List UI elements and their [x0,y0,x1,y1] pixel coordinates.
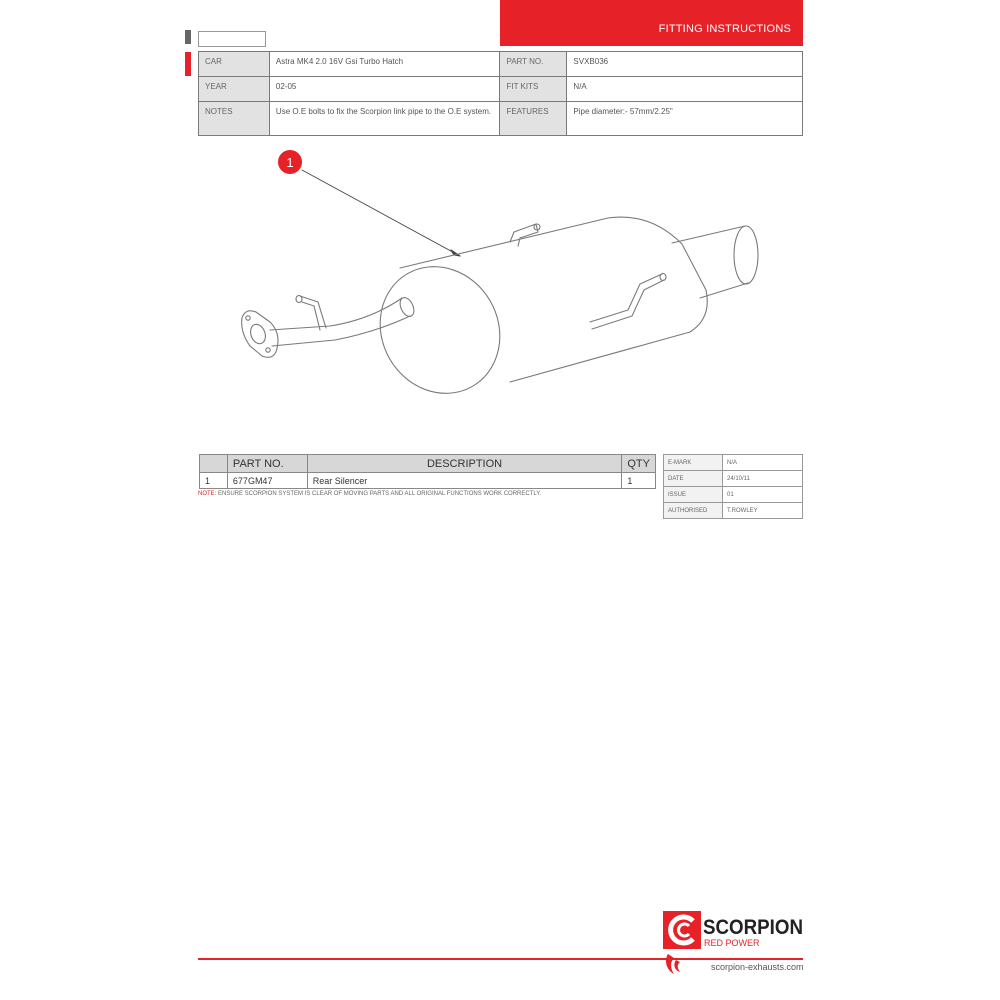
part-no-label: PART NO. [500,52,567,77]
meta-row-date [664,471,803,487]
date-label: DATE [664,471,723,487]
part-no-value: SVXB036 [567,52,803,77]
note-label: NOTE: [198,491,217,497]
parts-row-num: 1 [200,473,228,489]
parts-row-qty: 1 [622,473,656,489]
features-label: FEATURES [500,102,567,136]
issue-label: ISSUE [664,487,723,503]
authorised-value: T.ROWLEY [723,503,803,519]
emark-label: E-MARK [664,455,723,471]
red-tab-marker [185,52,191,76]
car-value: Astra MK4 2.0 16V Gsi Turbo Hatch [269,52,500,77]
info-row-notes [199,102,803,136]
table-row [200,473,656,489]
callout-leader [302,170,460,256]
meta-row-authorised [664,503,803,519]
banner-title: FITTING INSTRUCTIONS [658,23,791,35]
note-text: ENSURE SCORPION SYSTEM IS CLEAR OF MOVING PARTS AND ALL ORIGINAL FUNCTIONS WORK CORRECTLY. [216,491,542,497]
vehicle-info-table [198,51,803,136]
notes-label: NOTES [199,102,270,136]
footer-swoosh-icon [662,950,692,978]
inlet-flange [242,311,278,357]
logo-tagline: RED POWER [704,938,760,948]
meta-row-issue [664,487,803,503]
fit-kits-value: N/A [567,77,803,102]
parts-header-row [200,455,656,473]
footer-url[interactable]: scorpion-exhausts.com [711,962,804,972]
blank-header-box [198,31,266,47]
grey-tab-marker [185,30,191,44]
header-banner [500,0,803,46]
year-value: 02-05 [269,77,500,102]
parts-row-part-no: 677GM47 [227,473,307,489]
parts-col-description: DESCRIPTION [307,455,622,473]
document-meta-table [663,454,803,519]
date-value: 24/10/11 [723,471,803,487]
footer-rule [198,958,803,960]
info-row-year [199,77,803,102]
authorised-label: AUTHORISED [664,503,723,519]
parts-col-num [200,455,228,473]
callout-marker [278,150,302,174]
rear-silencer-drawing [198,140,803,440]
tailpipe [672,226,758,298]
callout-number: 1 [286,155,294,170]
notes-value: Use O.E bolts to fix the Scorpion link pipe to the O.E system. [269,102,500,136]
emark-value: N/A [723,455,803,471]
logo-wordmark: SCORPION [703,916,803,939]
parts-row-description: Rear Silencer [307,473,622,489]
parts-col-qty: QTY [622,455,656,473]
features-value: Pipe diameter:- 57mm/2.25" [567,102,803,136]
meta-row-emark [664,455,803,471]
parts-table [199,454,656,489]
pipe-hanger [296,296,326,331]
car-label: CAR [199,52,270,77]
inlet-pipe [270,295,417,346]
safety-note [198,491,541,497]
parts-col-part-no: PART NO. [227,455,307,473]
year-label: YEAR [199,77,270,102]
hanger-side [590,274,666,330]
scorpion-logo [663,911,804,949]
fit-kits-label: FIT KITS [500,77,567,102]
info-row-car [199,52,803,77]
issue-value: 01 [723,487,803,503]
